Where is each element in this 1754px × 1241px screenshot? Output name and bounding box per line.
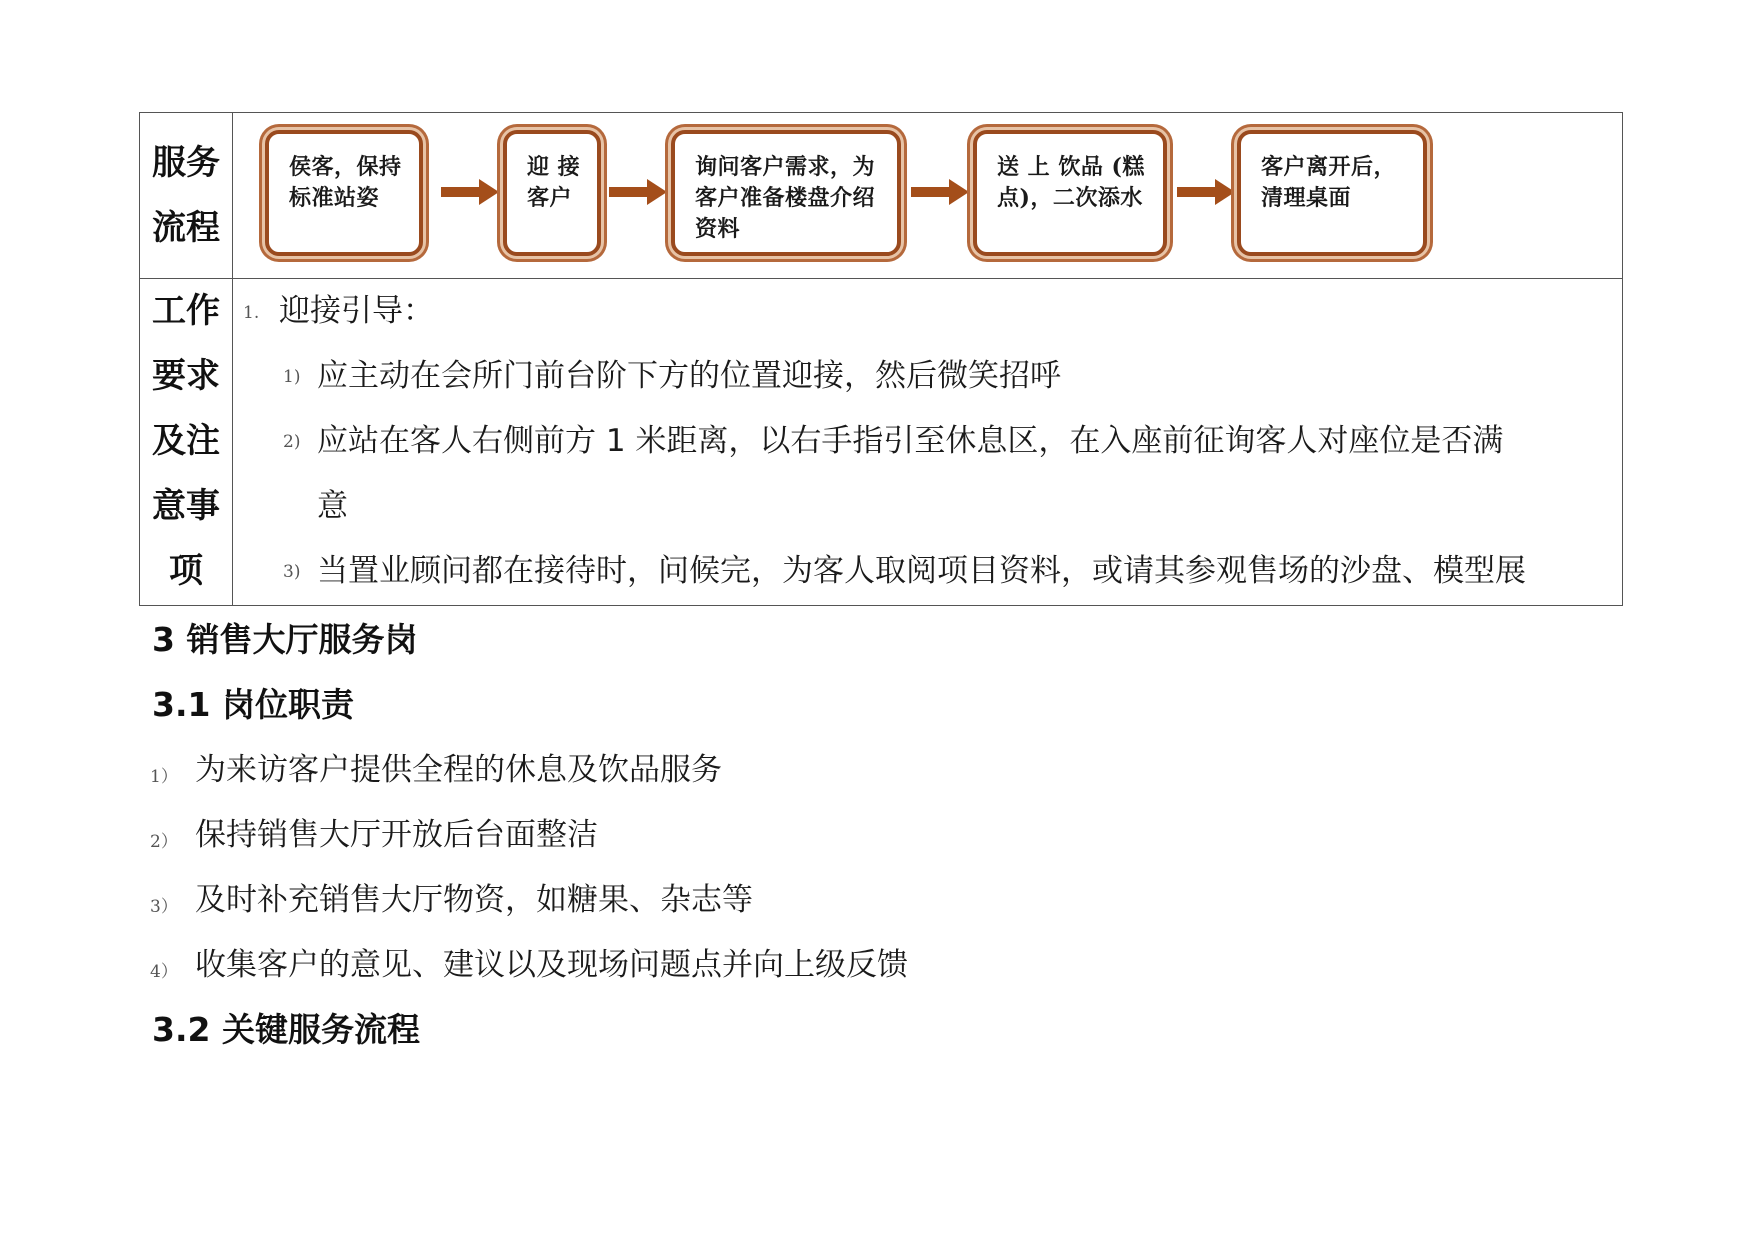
flow-step-inquire xyxy=(671,130,901,256)
list-number: 1. xyxy=(243,303,260,323)
flow-step-text: 询问客户需求，为 xyxy=(695,154,876,180)
flow-step-text: 标准站姿 xyxy=(289,185,380,211)
flow-step-text: 客户离开后， xyxy=(1261,154,1397,180)
flow-step-text: 清理桌面 xyxy=(1261,185,1352,211)
flow-header-cell xyxy=(140,113,233,278)
flow-step-clean xyxy=(1237,130,1427,256)
duty-item: 保持销售大厅开放后台面整洁 xyxy=(195,817,598,853)
flow-diagram xyxy=(233,113,1622,278)
list-number: 4） xyxy=(150,962,178,982)
list-number: 2) xyxy=(283,432,301,452)
flow-arrow-icon xyxy=(609,179,667,205)
duty-item: 收集客户的意见、建议以及现场问题点并向上级反馈 xyxy=(195,947,908,983)
notes-title: 迎接引导： xyxy=(279,293,434,329)
notes-row xyxy=(140,279,1622,605)
list-number: 2） xyxy=(150,832,178,852)
flow-arrow-icon xyxy=(911,179,969,205)
note-item-text: 当置业顾问都在接待时，问候完，为客人取阅项目资料，或请其参观售场的沙盘、模型展 xyxy=(317,553,1526,589)
notes-header-line: 及注 xyxy=(152,421,220,461)
service-table xyxy=(139,112,1623,606)
note-item-text: 应站在客人右侧前方 1 米距离，以右手指引至休息区，在入座前征询客人对座位是否满 xyxy=(317,423,1504,459)
notes-header-line: 意事 xyxy=(152,486,220,526)
flow-step-text: 侯客，保持 xyxy=(289,154,402,180)
flow-header-line: 服务 xyxy=(152,142,220,183)
flow-arrow-icon xyxy=(441,179,499,205)
duty-item: 及时补充销售大厅物资，如糖果、杂志等 xyxy=(195,882,753,918)
notes-header-line: 要求 xyxy=(152,356,220,396)
notes-cell xyxy=(233,279,1622,605)
duty-item: 为来访客户提供全程的休息及饮品服务 xyxy=(195,752,722,788)
subsection-heading: 3.1 岗位职责 xyxy=(152,685,354,724)
note-item-text: 意 xyxy=(317,488,348,524)
flow-step-text: 点)，二次添水 xyxy=(997,185,1143,211)
flow-step-wait xyxy=(265,130,423,256)
note-item-text: 应主动在会所门前台阶下方的位置迎接，然后微笑招呼 xyxy=(317,358,1061,394)
flow-step-greet xyxy=(503,130,601,256)
list-number: 3） xyxy=(150,897,178,917)
flow-step-text: 送 上 饮品 (糕 xyxy=(997,154,1145,180)
subsection-heading: 3.2 关键服务流程 xyxy=(152,1010,420,1049)
flow-row xyxy=(140,113,1622,279)
flow-step-text: 资料 xyxy=(695,216,741,242)
notes-header-line: 项 xyxy=(169,551,203,591)
flow-header-line: 流程 xyxy=(152,207,220,248)
notes-header-line: 工作 xyxy=(152,291,220,331)
flow-step-serve xyxy=(973,130,1167,256)
notes-header-cell xyxy=(140,279,233,605)
flow-step-text: 客户准备楼盘介绍 xyxy=(695,185,876,211)
list-number: 1） xyxy=(150,767,178,787)
section-heading: 3 销售大厅服务岗 xyxy=(152,620,418,659)
list-number: 3) xyxy=(283,562,301,582)
flow-step-text: 迎 接 xyxy=(527,154,581,180)
list-number: 1) xyxy=(283,367,301,387)
flow-arrow-icon xyxy=(1177,179,1235,205)
flow-step-text: 客户 xyxy=(527,185,573,211)
flow-diagram-cell xyxy=(233,113,1622,278)
